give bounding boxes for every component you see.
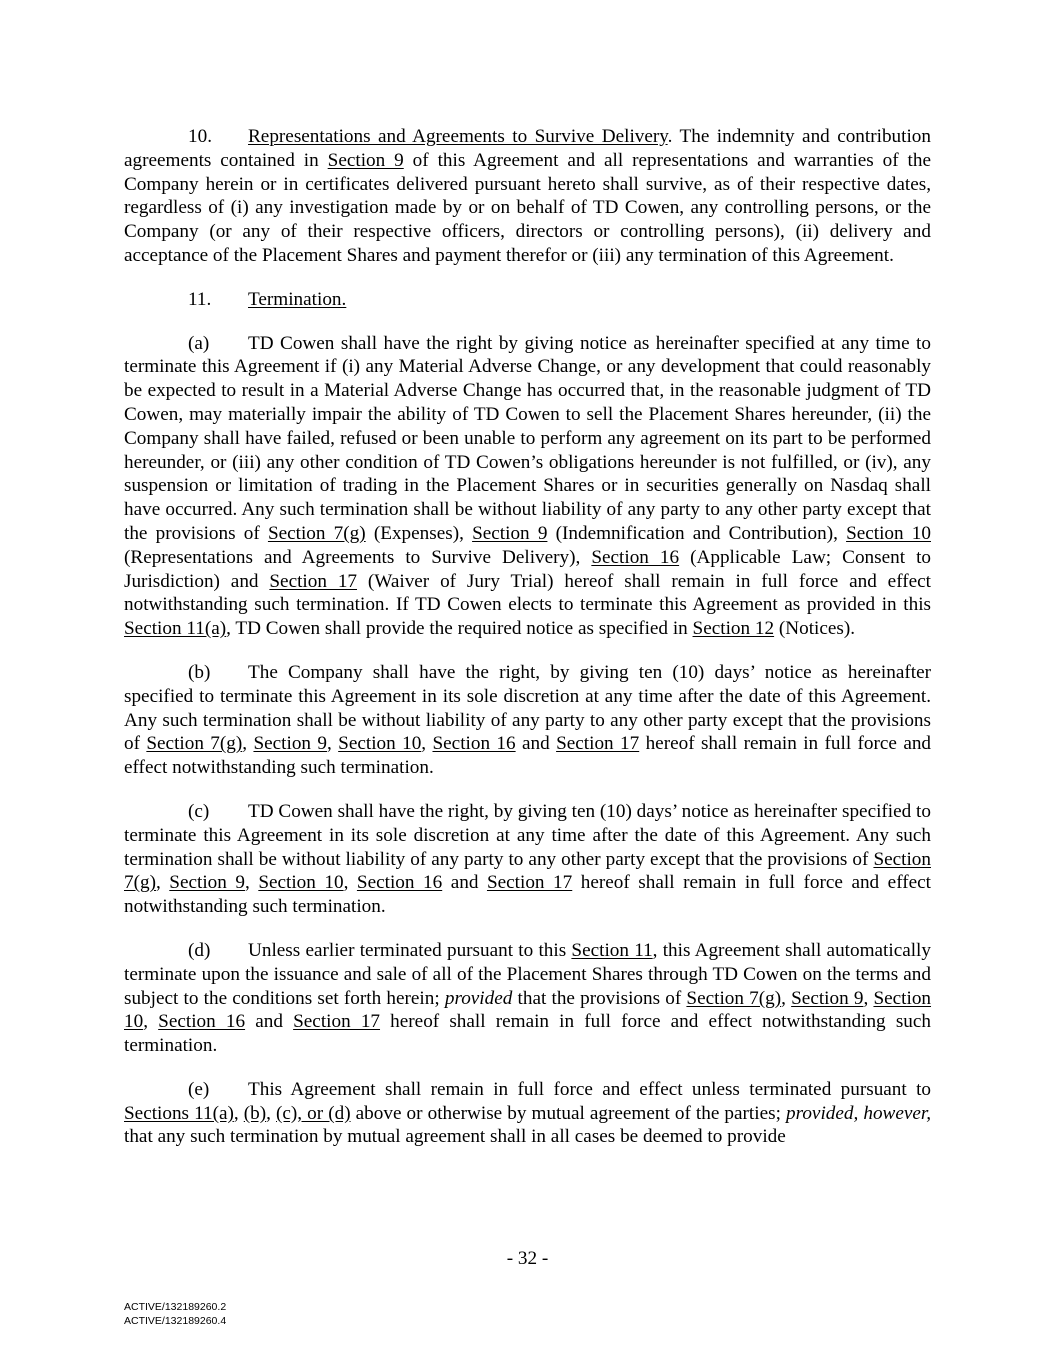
- section-ref: Section 16: [356, 872, 443, 894]
- clause-b-paragraph: (b) The Company shall have the right, by giving ten (10) days’ notice as hereinafter specified to terminate this Agreement in its sole discretion at any time after the date of this Agreement. Any such termination shall be without liability of any party to any other party except that the provisions of Section 7(g), Section 9, Section 10, Section 16 and Section 17 hereof shall remain in full force and effect notwithstanding such termination.: [124, 661, 932, 779]
- section-ref: Section 7(g): [146, 733, 243, 755]
- section-number: 11.: [188, 288, 212, 310]
- section-ref: Section 7(g): [267, 522, 366, 544]
- section-ref: Section 7(g): [686, 987, 782, 1009]
- document-id: ACTIVE/132189260.2: [124, 1301, 227, 1313]
- section-ref: Section 9: [327, 149, 404, 171]
- emphasis: provided, however,: [785, 1102, 932, 1124]
- section-10-paragraph: 10. Representations and Agreements to Survive Delivery. The indemnity and contribution agreements contained in Section 9 of this Agreement and all representations and warranties of the Company herein or in certificates delivered pursuant hereto shall survive, as of their respective dates, regardless of (i) any investigation made by or on behalf of TD Cowen, any controlling persons, or the Company (or any of their respective officers, directors or controlling persons), (ii) delivery and acceptance of the Placement Shares and payment therefor or (iii) any termination of this Agreement.: [124, 126, 931, 266]
- section-ref: Section 17: [556, 733, 640, 755]
- section-ref: Section 17: [486, 872, 573, 894]
- section-ref: Section 9: [169, 872, 245, 894]
- section-ref: Section 11: [571, 939, 653, 961]
- clause-label: (b): [188, 661, 211, 683]
- section-ref: Section 9: [791, 987, 864, 1009]
- clause-d-paragraph: (d) Unless earlier terminated pursuant to this Section 11, this Agreement shall automatically terminate upon the issuance and sale of all of the Placement Shares through TD Cowen on the terms and subject to the conditions set forth herein; provided that the provisions of Section 7(g), Section 9, Section 10, Section 16 and Section 17 hereof shall remain in full force and effect notwithstanding such termination.: [124, 939, 932, 1057]
- section-11-title: Termination.: [248, 288, 347, 310]
- section-ref: Section 16: [591, 546, 680, 568]
- clause-a-paragraph: (a) TD Cowen shall have the right by giving notice as hereinafter specified at any time to terminate this Agreement if (i) any Material Adverse Change, or any development that could reasonably be expected to result in a Material Adverse Change has occurred that, in the reasonable judgment of TD Cowen, may materially impair the ability of TD Cowen to sell the Placement Shares hereunder, (ii) the Company shall have failed, refused or been unable to perform any agreement on its part to be performed hereunder, or (iii) any other condition of TD Cowen’s obligations hereunder is not fulfilled, or (iv), any suspension or limitation of trading in the Placement Shares or in securities generally on Nasdaq shall have occurred. Any such termination shall be without liability of any party to any other party except that the provisions of Section 7(g) (Expenses), Section 9 (Indemnification and Contribution), Section 10 (Representations and Agreements to Survive Delivery), Section 16 (Applicable Law; Consent to Jurisdiction) and Section 17 (Waiver of Jury Trial) hereof shall remain in full force and effect notwithstanding such termination. If TD Cowen elects to terminate this Agreement as provided in this Section 11(a), TD Cowen shall provide the required notice as specified in Section 12 (Notices).: [124, 332, 931, 640]
- section-ref: Section 10: [258, 872, 344, 894]
- section-ref: Section 12: [692, 618, 775, 640]
- section-ref: Section 10: [124, 987, 932, 1033]
- document-id: ACTIVE/132189260.4: [124, 1315, 227, 1327]
- page-number: - 32 -: [506, 1248, 549, 1269]
- section-ref: Section 10: [338, 733, 422, 755]
- section-10-title: Representations and Agreements to Survive Delivery: [248, 126, 668, 147]
- section-ref: Section 9: [253, 733, 327, 755]
- section-ref: Section 11(a): [124, 618, 227, 640]
- section-ref: Section 16: [432, 733, 516, 755]
- section-ref: (c), or (d): [276, 1102, 351, 1124]
- clause-c-paragraph: (c) TD Cowen shall have the right, by giving ten (10) days’ notice as hereinafter specified to terminate this Agreement in its sole discretion at any time after the date of this Agreement. Any such termination shall be without liability of any party to any other party except that the provisions of Section 7(g), Section 9, Section 10, Section 16 and Section 17 hereof shall remain in full force and effect notwithstanding such termination.: [124, 800, 931, 918]
- section-ref: Section 10: [846, 522, 931, 544]
- document-body: [124, 125, 931, 1169]
- section-number: 10.: [188, 126, 212, 147]
- emphasis: provided: [444, 987, 513, 1009]
- section-ref: Section 17: [293, 1011, 381, 1033]
- section-ref: Section 7(g): [124, 848, 931, 894]
- section-11-heading: [124, 288, 931, 312]
- clause-label: (e): [188, 1078, 210, 1100]
- document-id-block: [124, 1300, 226, 1328]
- section-ref: Section 17: [269, 570, 358, 592]
- section-ref: Sections 11(a): [124, 1102, 234, 1124]
- section-ref: Section 9: [472, 522, 548, 544]
- clause-label: (d): [188, 939, 211, 961]
- section-ref: Section 16: [158, 1011, 246, 1033]
- clause-e-paragraph: (e) This Agreement shall remain in full force and effect unless terminated pursuant to Sections 11(a), (b), (c), or (d) above or otherwise by mutual agreement of the parties; provided, however, that any such termination by mutual agreement shall in all cases be deemed to provide: [124, 1078, 932, 1148]
- clause-label: (a): [188, 332, 210, 354]
- section-ref: (b): [243, 1102, 267, 1124]
- clause-label: (c): [188, 800, 210, 822]
